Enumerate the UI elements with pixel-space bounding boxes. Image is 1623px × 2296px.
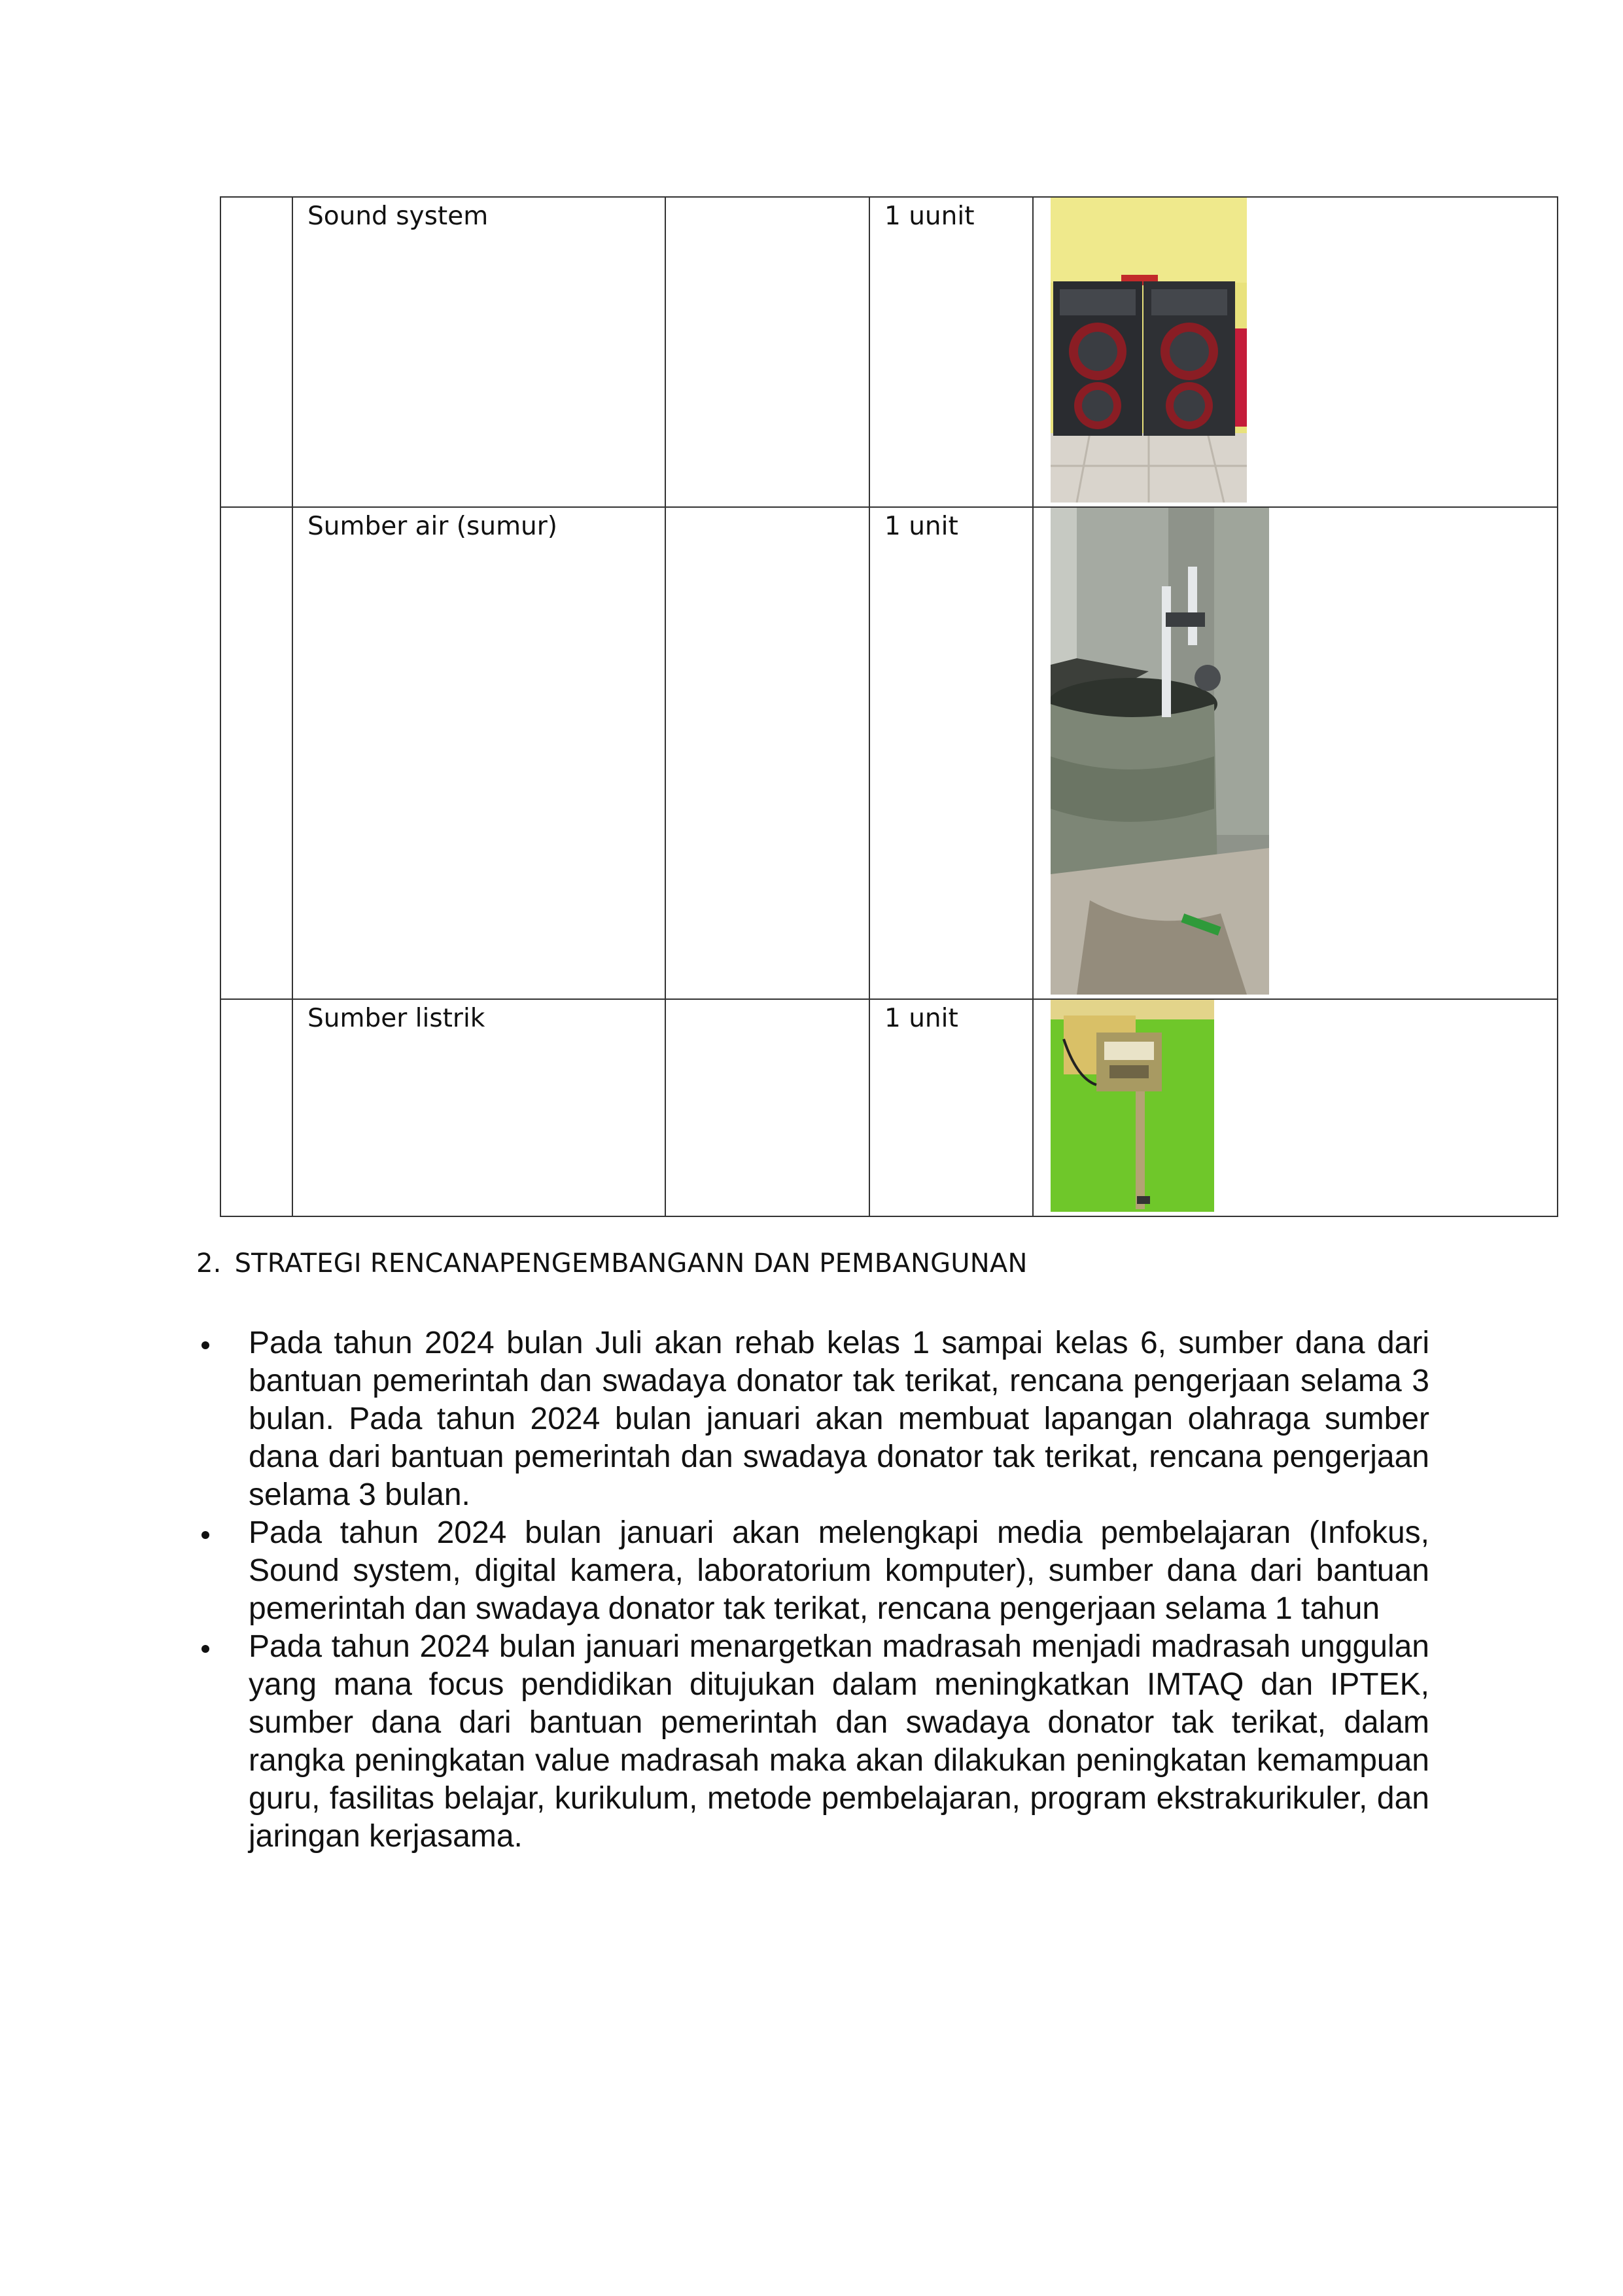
strategy-list [196,1324,1429,1856]
empty-cell [665,507,869,999]
row-number-cell [220,197,292,507]
well-photo [1051,508,1269,995]
empty-cell [665,197,869,507]
quantity-cell: 1 unit [869,507,1033,999]
section-number: 2. [196,1248,222,1279]
item-name-cell: Sound system [292,197,665,507]
section-title: STRATEGI RENCANAPENGEMBANGANN DAN PEMBANGUNAN [234,1248,1028,1279]
photo-cell [1033,507,1558,999]
inventory-table [220,196,1558,1217]
speakers-photo [1051,198,1247,503]
row-number-cell [220,999,292,1216]
row-number-cell [220,507,292,999]
list-item [196,1628,1429,1856]
empty-cell [665,999,869,1216]
bullet-icon [201,1645,209,1653]
list-item-text: Pada tahun 2024 bulan Juli akan rehab kelas 1 sampai kelas 6, sumber dana dari bantuan pemerintah dan swadaya donator tak terikat, rencana pengerjaan selama 3 bulan. Pada tahun 2024 bulan januari akan membuat lapangan olahraga sumber dana dari bantuan pemerintah dan swadaya donator tak terikat, rencana pengerjaan selama 3 bulan. [249,1326,1429,1512]
list-item-text: Pada tahun 2024 bulan januari menargetkan madrasah menjadi madrasah unggulan yang mana focus pendidikan ditujukan dalam meningkatkan IMTAQ dan IPTEK, sumber dana dari bantuan pemerintah dan swadaya donator tak terikat, dalam rangka peningkatan value madrasah maka akan dilakukan peningkatan kemampuan guru, fasilitas belajar, kurikulum, metode pembelajaran, program ekstrakurikuler, dan jaringan kerjasama. [249,1629,1429,1854]
photo-cell [1033,999,1558,1216]
bullet-icon [201,1531,209,1539]
section-heading [196,1248,1028,1279]
photo-cell [1033,197,1558,507]
item-name-cell: Sumber listrik [292,999,665,1216]
quantity-cell: 1 uunit [869,197,1033,507]
list-item [196,1514,1429,1628]
table-row [220,507,1558,999]
electric-meter-photo [1051,1000,1214,1212]
table-row [220,999,1558,1216]
quantity-cell: 1 unit [869,999,1033,1216]
table-row [220,197,1558,507]
list-item-text: Pada tahun 2024 bulan januari akan melengkapi media pembelajaran (Infokus, Sound system, digital kamera, laboratorium komputer), sumber dana dari bantuan pemerintah dan swadaya donator tak terikat, rencana pengerjaan selama 1 tahun [249,1515,1429,1626]
list-item [196,1324,1429,1514]
item-name-cell: Sumber air (sumur) [292,507,665,999]
bullet-icon [201,1341,209,1349]
